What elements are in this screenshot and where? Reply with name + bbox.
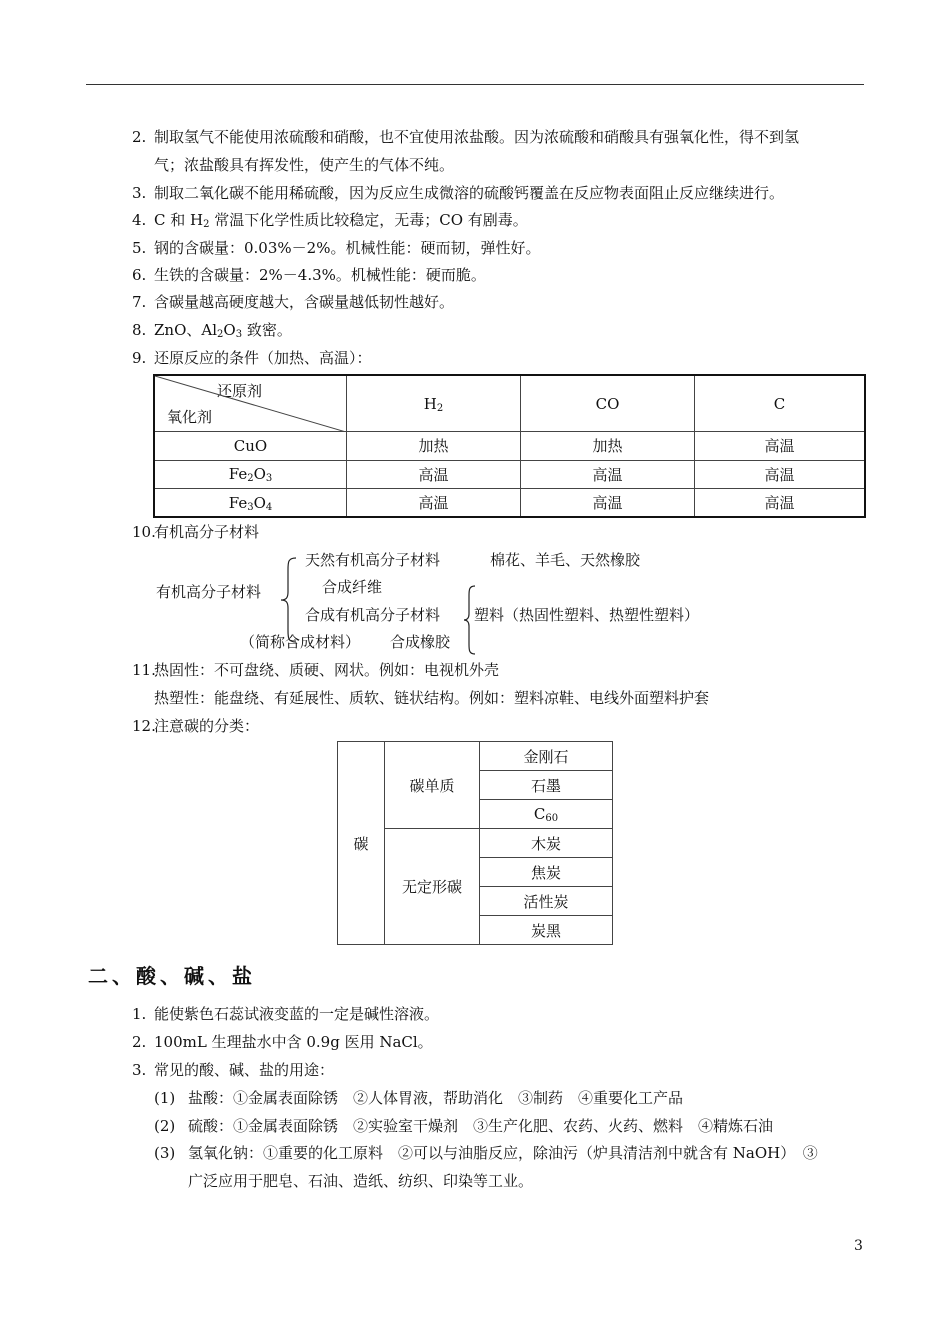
item-11-line-2: 热塑性：能盘绕、有延展性、质软、链状结构。例如：塑料凉鞋、电线外面塑料护套 [154, 689, 710, 707]
carbon-classification-table [337, 741, 613, 945]
table-cell: 高温 [347, 460, 521, 488]
plastic-label: 塑料（热固性塑料、热塑性塑料） [474, 606, 700, 624]
natural-polymer-label: 天然有机高分子材料 [305, 551, 441, 569]
oxide-cuo: CuO [154, 432, 347, 460]
item-3: 3. 制取二氧化碳不能用稀硫酸，因为反应生成微溶的硫酸钙覆盖在反应物表面阻止反应继续进行。 [132, 184, 785, 202]
use-sulfuric-acid: (2) 硫酸：①金属表面除锈 ②实验室干燥剂 ③生产化肥、农药、火药、燃料 ④精炼石油 [154, 1117, 774, 1135]
section-heading-acids-bases-salts: 二、酸、碱、盐 [88, 964, 256, 988]
synthetic-fiber-label: 合成纤维 [322, 578, 383, 596]
page-number: 3 [854, 1238, 863, 1254]
carbon-item-c60: $C_{60}$ [480, 800, 613, 829]
table-row [154, 460, 865, 488]
item-2-continuation: 气；浓盐酸具有挥发性，使产生的气体不纯。 [154, 156, 455, 174]
use-sodium-hydroxide-continuation: 广泛应用于肥皂、石油、造纸、纺织、印染等工业。 [188, 1172, 534, 1190]
use-sodium-hydroxide: (3) 氢氧化钠：①重要的化工原料 ②可以与油脂反应，除油污（炉具清洁剂中就含有 NaOH） ③ [154, 1144, 818, 1162]
item-12: 12.注意碳的分类： [132, 717, 260, 735]
item-4: 4. C 和 $H_2$ 常温下化学性质比较稳定，无毒；CO 有剧毒。 [132, 211, 528, 230]
table-corner-cell: 还原剂 氧化剂 [154, 375, 347, 432]
header-h2: $H_2$ [347, 375, 521, 432]
corner-diagonal-line [155, 376, 346, 432]
synthetic-rubber-label: 合成橡胶 [390, 633, 451, 651]
header-c: C [695, 375, 866, 432]
table-cell: 高温 [521, 460, 695, 488]
carbon-item-graphite: 石墨 [480, 771, 613, 800]
left-brace-icon [278, 556, 300, 644]
table-cell: 高温 [695, 432, 866, 460]
header-co: CO [521, 375, 695, 432]
item-8: 8. ZnO、$Al_2O_3$ 致密。 [132, 321, 292, 340]
item-2: 2. 制取氢气不能使用浓硫酸和硝酸，也不宜使用浓盐酸。因为浓硫酸和硝酸具有强氧化性，得不到氢 [132, 128, 800, 146]
abbreviation-label: （简称合成材料） [240, 633, 361, 651]
use-hydrochloric-acid: (1) 盐酸：①金属表面除锈 ②人体胃液，帮助消化 ③制药 ④重要化工产品 [154, 1089, 684, 1107]
table-cell: 高温 [347, 489, 521, 517]
table-row [154, 489, 865, 517]
oxide-fe3o4: $Fe_3O_4$ [154, 489, 347, 517]
table-cell: 高温 [695, 460, 866, 488]
synthetic-polymer-label: 合成有机高分子材料 [305, 606, 441, 624]
carbon-root-cell: 碳 [338, 742, 385, 945]
table-cell: 高温 [521, 489, 695, 517]
carbon-item-diamond: 金刚石 [480, 742, 613, 771]
item-7: 7. 含碳量越高硬度越大，含碳量越低韧性越好。 [132, 293, 455, 311]
table-cell: 高温 [695, 489, 866, 517]
table-cell: 加热 [521, 432, 695, 460]
oxide-fe2o3: $Fe_2O_3$ [154, 460, 347, 488]
section2-item-1: 1. 能使紫色石蕊试液变蓝的一定是碱性溶液。 [132, 1005, 440, 1023]
natural-examples: 棉花、羊毛、天然橡胶 [490, 551, 641, 569]
amorphous-carbon-group: 无定形碳 [385, 829, 480, 945]
carbon-item-carbon-black: 炭黑 [480, 916, 613, 945]
header-rule [86, 84, 864, 85]
table-cell: 加热 [347, 432, 521, 460]
carbon-element-group: 碳单质 [385, 742, 480, 829]
left-brace-small-icon [462, 584, 478, 656]
section2-item-2: 2. 100mL 生理盐水中含 0.9g 医用 NaCl。 [132, 1033, 433, 1051]
item-10: 10.有机高分子材料 [132, 523, 260, 541]
table-row [154, 432, 865, 460]
carbon-item-charcoal: 木炭 [480, 829, 613, 858]
item-11: 11.热固性：不可盘绕、质硬、网状。例如：电视机外壳 [132, 661, 500, 679]
polymer-root-label: 有机高分子材料 [156, 583, 262, 601]
carbon-item-activated: 活性炭 [480, 887, 613, 916]
carbon-item-coke: 焦炭 [480, 858, 613, 887]
section2-item-3: 3. 常见的酸、碱、盐的用途： [132, 1061, 335, 1079]
item-5: 5. 钢的含碳量：0.03%－2%。机械性能：硬而韧，弹性好。 [132, 239, 541, 257]
item-6: 6. 生铁的含碳量：2%－4.3%。机械性能：硬而脆。 [132, 266, 486, 284]
item-9: 9. 还原反应的条件（加热、高温）： [132, 349, 372, 367]
